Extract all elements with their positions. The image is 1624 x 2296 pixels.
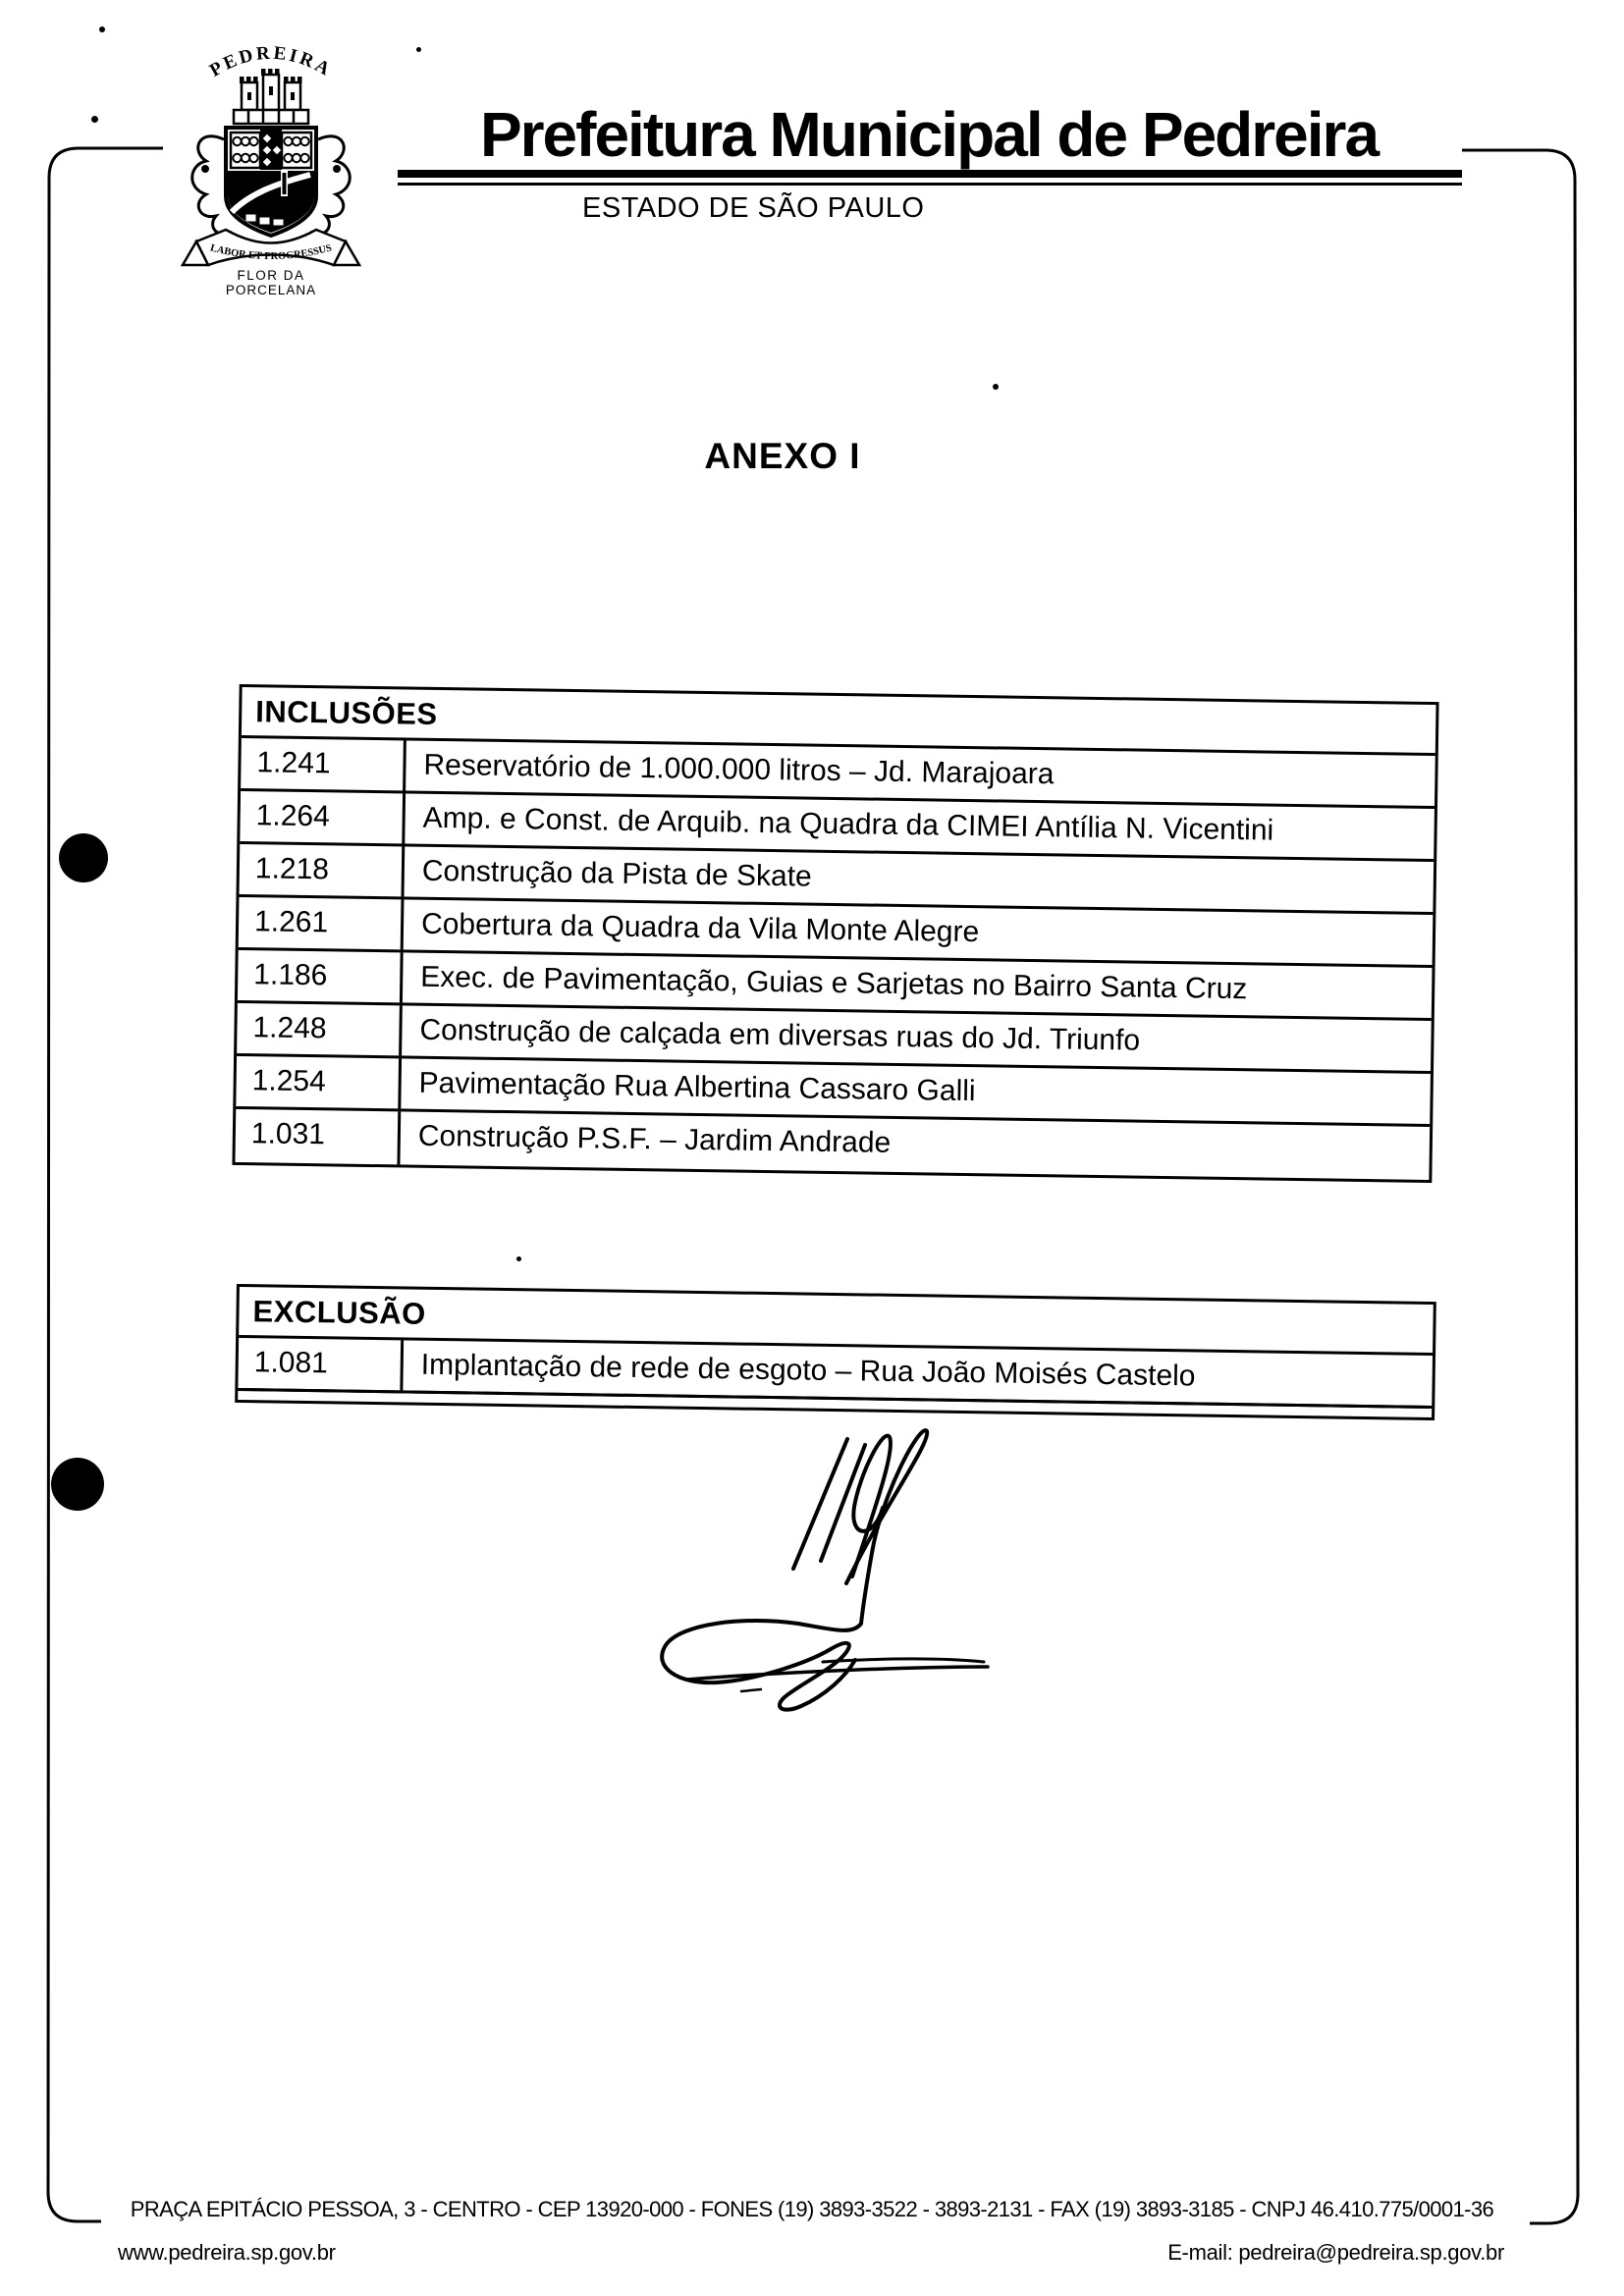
row-description: Reservatório de 1.000.000 litros – Jd. Marajoara <box>423 748 1055 791</box>
crown-icon <box>234 69 308 124</box>
inclusions-table <box>232 684 1438 1183</box>
signature-scribble <box>589 1404 1100 1737</box>
row-description: Implantação de rede de esgoto – Rua João Moisés Castelo <box>420 1348 1196 1393</box>
row-code: 1.248 <box>237 1003 403 1055</box>
hole-punch-mark <box>51 1458 104 1511</box>
row-description: Cobertura da Quadra da Vila Monte Alegre <box>420 907 980 949</box>
logo-motto: LABOR ET PROGRESSUS <box>208 242 334 263</box>
row-description: Construção da Pista de Skate <box>421 854 813 893</box>
document-title: ANEXO I <box>704 436 861 476</box>
logo-city-name: PEDREIRA <box>206 42 336 81</box>
row-code: 1.186 <box>238 950 404 1002</box>
letterhead-subtitle: ESTADO DE SÃO PAULO <box>582 192 925 224</box>
footer-website: www.pedreira.sp.gov.br <box>118 2240 336 2265</box>
footer-email: E-mail: pedreira@pedreira.sp.gov.br <box>1167 2240 1504 2265</box>
letterhead-title: Prefeitura Municipal de Pedreira <box>479 99 1379 170</box>
row-description: Pavimentação Rua Albertina Cassaro Galli <box>418 1066 976 1108</box>
scan-speck <box>516 1256 521 1261</box>
title-underline-thin <box>398 183 1462 186</box>
row-code: 1.241 <box>241 738 406 790</box>
row-code: 1.081 <box>238 1338 404 1390</box>
row-code: 1.218 <box>240 844 406 896</box>
footer-contacts-line <box>118 2240 1504 2266</box>
row-description: Construção de calçada em diversas ruas do Jd. Triunfo <box>419 1013 1141 1057</box>
shield <box>226 128 316 236</box>
title-underline-thick <box>398 170 1462 178</box>
row-description: Amp. e Const. de Arquib. na Quadra da CIMEI Antília N. Vicentini <box>422 801 1274 847</box>
row-code: 1.261 <box>239 897 405 949</box>
exclusions-table <box>235 1284 1436 1420</box>
footer-address-line: PRAÇA EPITÁCIO PESSOA, 3 - CENTRO - CEP 13920-000 - FONES (19) 3893-3522 - 3893-2131 - FAX (19) 3893-3185 - CNPJ 46.410.775/0001-36 <box>130 2197 1494 2221</box>
row-description: Exec. de Pavimentação, Guias e Sarjetas no Bairro Santa Cruz <box>420 960 1248 1006</box>
exclusions-table-header: EXCLUSÃO <box>239 1287 1434 1356</box>
row-code: 1.264 <box>240 791 406 843</box>
row-description: Construção P.S.F. – Jardim Andrade <box>417 1119 892 1159</box>
scan-speck <box>91 116 98 123</box>
row-code: 1.254 <box>236 1056 402 1108</box>
logo-tagline-line1: FLOR DA <box>237 268 305 283</box>
scan-speck <box>99 27 105 32</box>
scan-speck <box>993 384 999 390</box>
coat-of-arms-logo <box>155 22 387 298</box>
hole-punch-mark <box>59 833 108 882</box>
row-code: 1.031 <box>235 1109 401 1164</box>
inclusions-table-header: INCLUSÕES <box>242 687 1436 756</box>
scan-speck <box>416 47 421 52</box>
logo-tagline-line2: PORCELANA <box>225 283 317 297</box>
